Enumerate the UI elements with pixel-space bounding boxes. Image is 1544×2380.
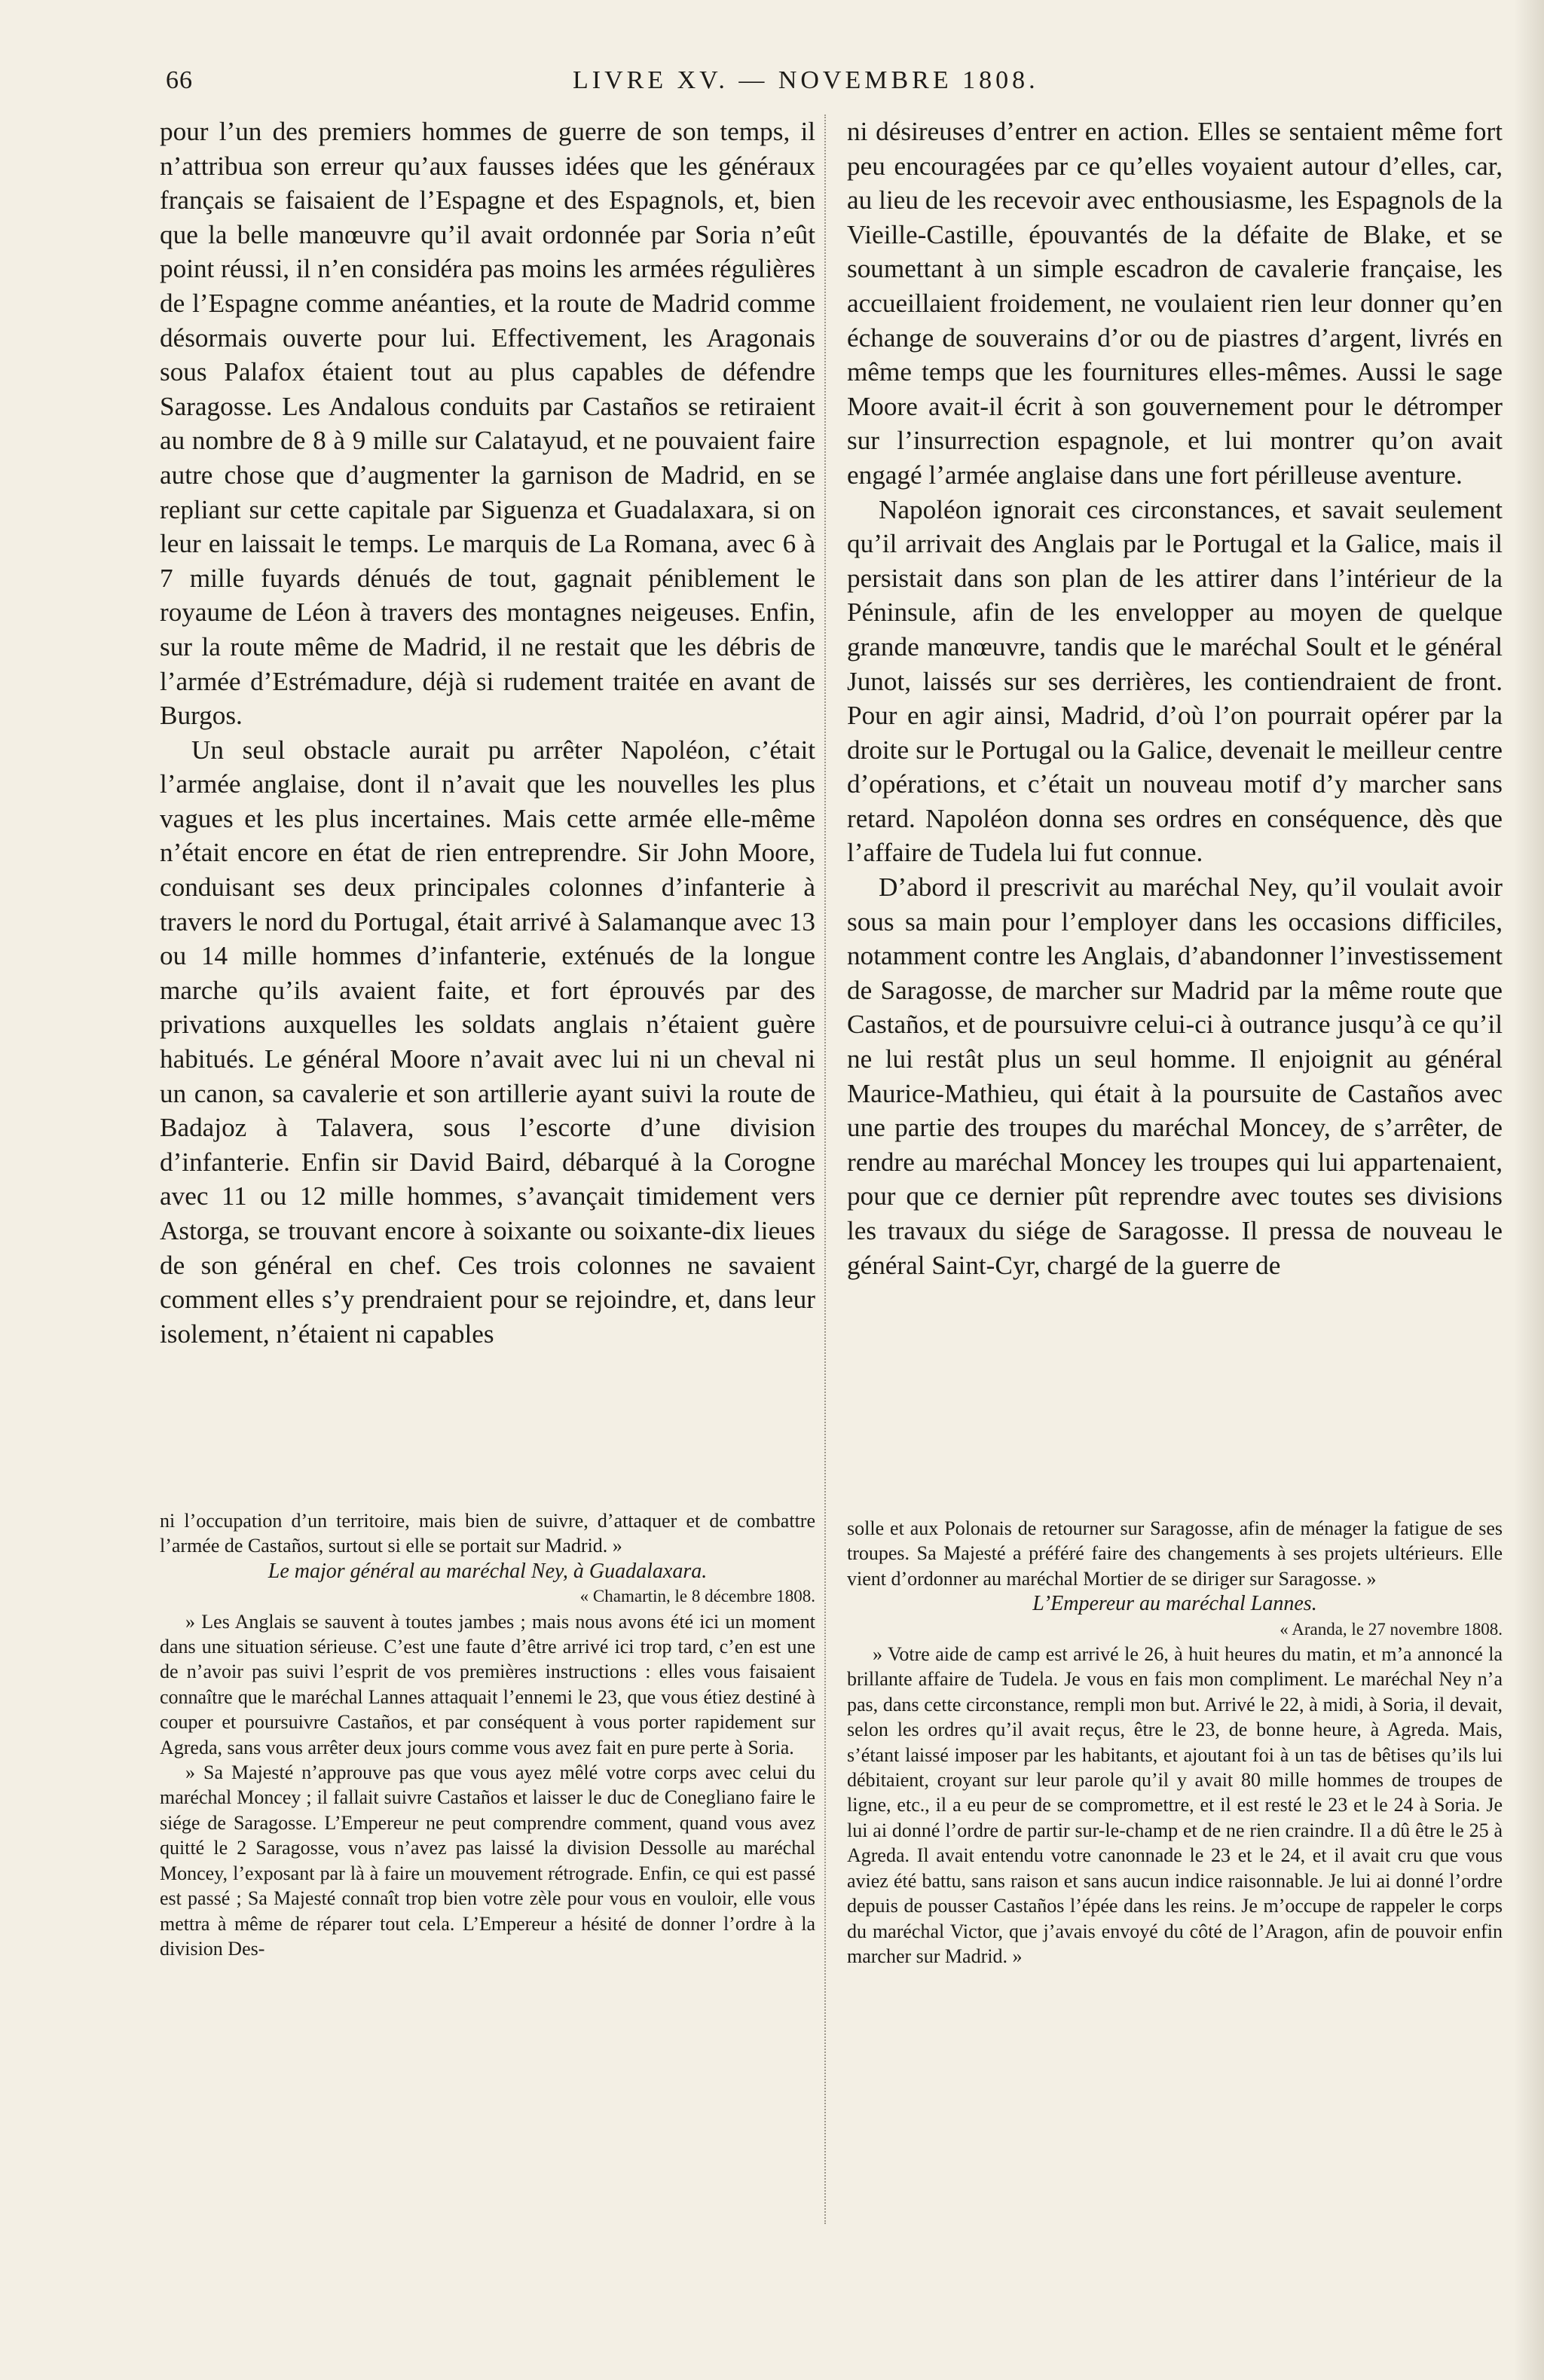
letter-heading: Le major général au maréchal Ney, à Guadalaxara. bbox=[268, 1559, 708, 1583]
paragraph: pour l’un des premiers hommes de guerre de son temps, il n’attribua son erreur qu’aux fausses idées que les généraux français se faisaient de l’Espagne et des Espagnols, et, bien que la belle manœuvre qu’il avait ordonnée par Soria n’eût point réussi, il n’en considéra pas moins les armées régulières de l’Espagne comme anéanties, et la route de Madrid comme désormais ouverte pour lui. Effectivement, les Aragonais sous Palafox étaient tout au plus capables de défendre Saragosse. Les Andalous conduits par Castaños se retiraient au nombre de 8 à 9 mille sur Calatayud, et ne pouvaient faire autre chose que d’augmenter la garnison de Madrid, en se repliant sur cette capitale par Siguenza et Guadalaxara, si on leur en laissait le temps. Le marquis de La Romana, avec 6 à 7 mille fuyards dénués de tout, gagnait péniblement le royaume de Léon à travers des montagnes neigeuses. Enfin, sur la route même de Madrid, il ne restait que les débris de l’armée d’Estrémadure, déjà si rudement traitée en avant de Burgos. bbox=[160, 117, 815, 731]
paragraph: Napoléon ignorait ces circonstances, et savait seulement qu’il arrivait des Anglais par le Portugal et la Galice, mais il persistait dans son plan de les attirer dans l’intérieur de la Péninsule, afin de les envelopper au moyen de quelque grande manœuvre, tandis que le maréchal Soult et le général Junot, laissés sur ses derrières, les contiendraient de front. Pour en agir ainsi, Madrid, d’où l’on pourrait opérer par la droite sur le Portugal ou la Galice, devenait le meilleur centre d’opérations, et c’était un nouveau motif d’y marcher sans retard. Napoléon donna ses ordres en conséquence, dès que l’affaire de Tudela lui fut connue. bbox=[847, 494, 1503, 868]
main-text-left-column bbox=[160, 115, 815, 1351]
footnote-left-column bbox=[160, 1508, 815, 1961]
footnote-continuation: ni l’occupation d’un territoire, mais bien de suivre, d’attaquer et de combattre l’armée de Castaños, surtout si elle se portait sur Madrid. » bbox=[160, 1510, 815, 1557]
column-divider bbox=[824, 115, 826, 2224]
running-title: LIVRE XV. — NOVEMBRE 1808. bbox=[573, 66, 1039, 94]
paragraph: D’abord il prescrivit au maréchal Ney, qu’il voulait avoir sous sa main pour l’employer dans les occasions difficiles, notamment contre les Anglais, d’abandonner l’investissement de Saragosse, de marcher sur Madrid par la même route que Castaños, et de poursuivre celui-ci à outrance jusqu’à ce qu’il ne lui restât plus un seul homme. Il enjoignit au général Maurice-Mathieu, qui était à la poursuite de Castaños avec une partie des troupes du maréchal Moncey, de s’arrêter, de rendre au maréchal Moncey les troupes qui lui appartenaient, pour que ce dernier pût reprendre avec toutes ses divisions les travaux du siége de Saragosse. Il pressa de nouveau le général Saint-Cyr, chargé de la guerre de bbox=[847, 872, 1503, 1280]
page-header bbox=[166, 66, 1439, 112]
footnote-paragraph: » Les Anglais se sauvent à toutes jambes ; mais nous avons été ici un moment dans une situation sérieuse. C’est une faute d’être arrivé ici trop tard, c’en est une de n’avoir pas suivi l’esprit de vos premières instructions : elles vous faisaient connaître que le maréchal Lannes attaquait l’ennemi le 23, que vous étiez destiné à couper et poursuivre Castaños, et par conséquent à vous porter rapidement sur Agreda, sans vous arrêter deux jours comme vous avez fait en pure perte à Soria. bbox=[160, 1610, 815, 1758]
letter-dateline: « Aranda, le 27 novembre 1808. bbox=[1280, 1619, 1503, 1639]
letter-heading: L’Empereur au maréchal Lannes. bbox=[1032, 1592, 1317, 1616]
footnote-right-column bbox=[847, 1516, 1503, 1969]
page-number: 66 bbox=[166, 66, 193, 94]
footnote-paragraph: » Sa Majesté n’approuve pas que vous ayez mêlé votre corps avec celui du maréchal Moncey ; il fallait suivre Castaños et laisser le duc de Conegliano faire le siége de Saragosse. L’Empereur ne peut comprendre comment, quand vous avez quitté le 2 Saragosse, vous n’avez pas laissé la division Dessolle au maréchal Moncey, l’exposant par là à faire un mouvement rétrograde. Enfin, ce qui est passé est passé ; Sa Majesté connaît trop bien votre zèle pour vous en vouloir, elle vous mettra à même de réparer tout cela. L’Empereur a hésité de donner l’ordre à la division Des- bbox=[160, 1761, 815, 1960]
footnote-paragraph: » Votre aide de camp est arrivé le 26, à huit heures du matin, et m’a annoncé la brillante affaire de Tudela. Je vous en fais mon compliment. Le maréchal Ney n’a pas, dans cette circonstance, rempli mon but. Arrivé le 22, à midi, à Soria, il devait, selon les ordres qu’il avait reçus, être le 23, de bonne heure, à Agreda. Mais, s’étant laissé imposer par les habitants, et ajoutant foi à un tas de bêtises qu’ils lui débitaient, croyant sur leur parole qu’il y avait 80 mille hommes de troupes de ligne, etc., il a eu peur de se compromettre, et il est resté le 23 et le 24 à Soria. Je lui ai donné l’ordre de partir sur-le-champ et de ne rien craindre. Il a dû être le 25 à Agreda. Il avait entendu votre canonnade le 23 et le 24, et il avait cru que vous aviez été battu, sans raison et sans aucun indice raisonnable. Je lui ai donné l’ordre depuis de pousser Castaños l’épée dans les reins. Je m’occupe de rappeler le corps du maréchal Victor, que j’avais envoyé du côté de l’Aragon, afin de pouvoir enfin marcher sur Madrid. » bbox=[847, 1643, 1503, 1967]
paragraph: ni désireuses d’entrer en action. Elles se sentaient même fort peu encouragées par ce qu’elles voyaient autour d’elles, car, au lieu de les recevoir avec enthousiasme, les Espagnols de la Vieille-Castille, épouvantés de la défaite de Blake, et se soumettant à un simple escadron de cavalerie française, les accueillaient froidement, ne voulaient rien leur donner qu’en échange de souverains d’or ou de piastres d’argent, livrés en même temps que les fournitures elles-mêmes. Aussi le sage Moore avait-il écrit à son gouvernement pour le détromper sur l’insurrection espagnole, et lui montrer qu’on avait engagé l’armée anglaise dans une fort périlleuse aventure. bbox=[847, 117, 1503, 490]
footnote-continuation: solle et aux Polonais de retourner sur Saragosse, afin de ménager la fatigue de ses troupes. Sa Majesté a préféré faire des changements à ses projets ultérieurs. Elle vient d’ordonner au maréchal Mortier de se diriger sur Saragosse. » bbox=[847, 1517, 1503, 1590]
letter-dateline: « Chamartin, le 8 décembre 1808. bbox=[579, 1587, 815, 1606]
paragraph: Un seul obstacle aurait pu arrêter Napoléon, c’était l’armée anglaise, dont il n’avait que les nouvelles les plus vagues et les plus incertaines. Mais cette armée elle-même n’était encore en état de rien entreprendre. Sir John Moore, conduisant ses deux principales colonnes d’infanterie à travers le nord du Portugal, était arrivé à Salamanque avec 13 ou 14 mille hommes d’infanterie, exténués de la longue marche qu’ils avaient faite, et fort éprouvés par des privations auxquelles les soldats anglais n’étaient guère habitués. Le général Moore n’avait avec lui ni un cheval ni un canon, sa cavalerie et son artillerie ayant suivi la route de Badajoz à Talavera, sous l’escorte d’une division d’infanterie. Enfin sir David Baird, débarqué à la Corogne avec 11 ou 12 mille hommes, s’avançait timidement vers Astorga, se trouvant encore à soixante ou soixante-dix lieues de son général en chef. Ces trois colonnes ne savaient comment elles s’y prendraient pour se rejoindre, et, dans leur isolement, n’étaient ni capables bbox=[160, 735, 815, 1349]
page-edge-shadow bbox=[1514, 0, 1544, 2380]
main-text-right-column bbox=[847, 115, 1503, 1282]
